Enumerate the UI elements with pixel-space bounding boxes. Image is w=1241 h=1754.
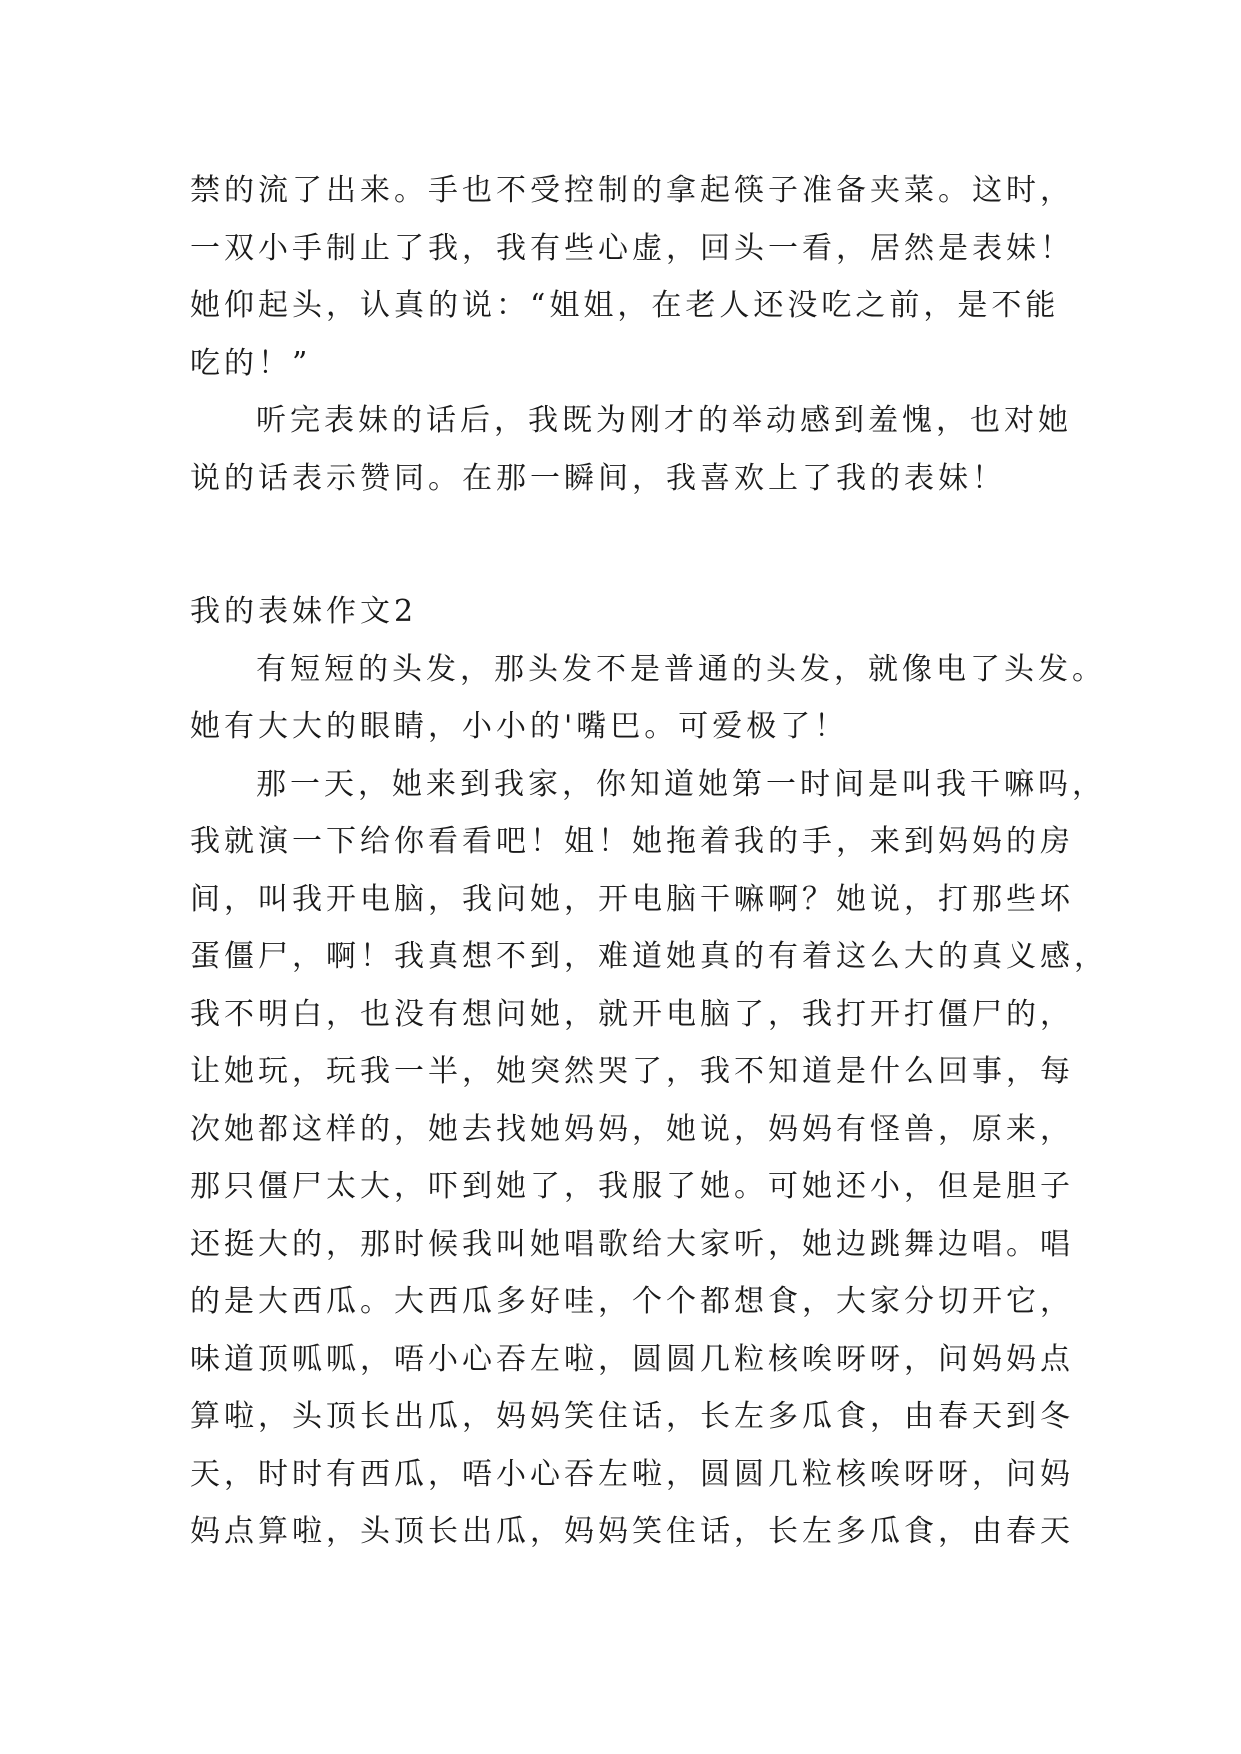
text-line: 有短短的头发，那头发不是普通的头发，就像电了头发。: [256, 651, 1106, 687]
text-line: 一双小手制止了我，我有些心虚，回头一看，居然是表妹！: [190, 230, 1074, 266]
text-line: 间，叫我开电脑，我问她，开电脑干嘛啊？她说，打那些坏: [190, 881, 1074, 917]
text-line: 算啦，头顶长出瓜，妈妈笑住话，长左多瓜食，由春天到冬: [190, 1399, 1074, 1434]
text-line: 还挺大的，那时候我叫她唱歌给大家听，她边跳舞边唱。唱: [190, 1226, 1074, 1262]
document-body: [190, 162, 1108, 1561]
text-line: 蛋僵尸，啊！我真想不到，难道她真的有着这么大的真义感，: [190, 939, 1108, 974]
text-line: 天，时时有西瓜，唔小心吞左啦，圆圆几粒核唉呀呀，问妈: [190, 1456, 1074, 1492]
section-spacer: [190, 507, 1070, 583]
text-line: 味道顶呱呱，唔小心吞左啦，圆圆几粒核唉呀呀，问妈妈点: [190, 1341, 1074, 1377]
section-heading: 我的表妹作文2: [190, 594, 418, 629]
text-line: 妈点算啦，头顶长出瓜，妈妈笑住话，长左多瓜食，由春天: [190, 1514, 1074, 1549]
paragraph-appearance: [190, 641, 1106, 756]
text-line: 听完表妹的话后，我既为刚才的举动感到羞愧，也对她: [256, 403, 1072, 438]
text-line: 让她玩，玩我一半，她突然哭了，我不知道是什么回事，每: [190, 1054, 1074, 1089]
text-line: 说的话表示赞同。在那一瞬间，我喜欢上了我的表妹！: [190, 460, 1006, 496]
text-line: 次她都这样的，她去找她妈妈，她说，妈妈有怪兽，原来，: [190, 1111, 1074, 1147]
paragraph-story: [190, 756, 1108, 1561]
text-line: 那一天，她来到我家，你知道她第一时间是叫我干嘛吗，: [256, 766, 1106, 802]
text-line: 吃的！”: [190, 345, 312, 381]
paragraph-conclusion: [190, 392, 1070, 507]
text-line: 她有大大的眼睛，小小的'嘴巴。可爱极了！: [190, 709, 849, 744]
paragraph-dinner-scene: [190, 162, 1074, 392]
text-line: 禁的流了出来。手也不受控制的拿起筷子准备夹菜。这时，: [190, 173, 1074, 208]
text-line: 的是大西瓜。大西瓜多好哇，个个都想食，大家分切开它，: [190, 1284, 1074, 1319]
text-line: 那只僵尸太大，吓到她了，我服了她。可她还小，但是胆子: [190, 1169, 1074, 1204]
text-line: 她仰起头，认真的说：“姐姐，在老人还没吃之前，是不能: [190, 288, 1060, 323]
text-line: 我就演一下给你看看吧！姐！她拖着我的手，来到妈妈的房: [190, 824, 1074, 859]
text-line: 我不明白，也没有想问她，就开电脑了，我打开打僵尸的，: [190, 996, 1074, 1032]
